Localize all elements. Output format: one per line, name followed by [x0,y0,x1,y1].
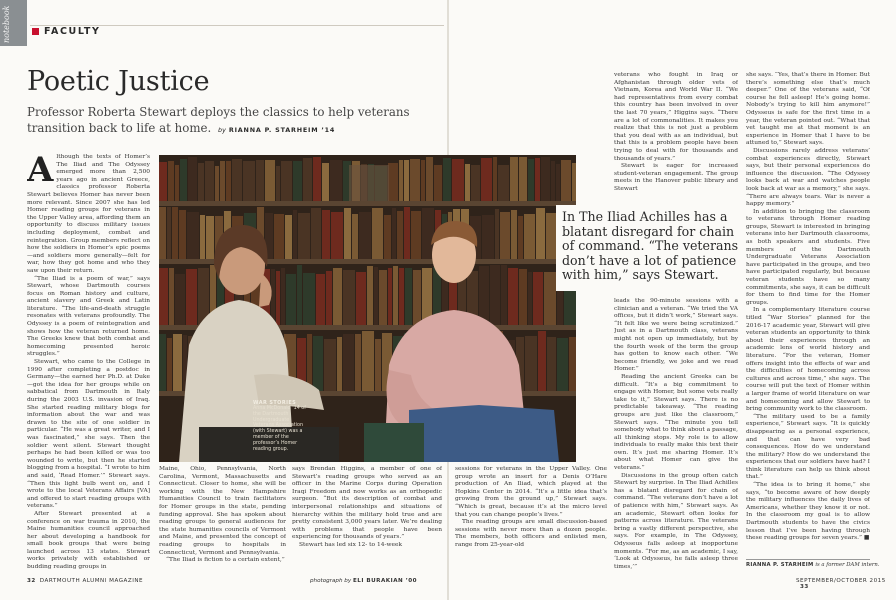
book-spine [187,212,199,259]
paragraph-text: “The idea is to bring it home,” she says, “to become aware of how deeply the military influences the daily lives of Americans, whether they know it or not. In the classroom my goal is to allow Dartmouth students to have the civics lesson that I’ve been having through these reading groups for seven years.” [746,482,870,542]
book-spine [561,160,571,201]
book-spine [205,161,214,201]
book-spine [232,159,242,201]
body-column-4-mid [614,298,738,574]
book-spine [384,215,391,259]
book-spine [316,274,325,325]
book-spine [293,210,297,259]
book-spine [281,268,285,325]
book-spine [388,268,392,325]
book-spine [159,162,167,201]
article-title: Poetic Justice [27,66,210,97]
byline [218,126,335,134]
book-spine [481,158,492,201]
book-spine [413,270,421,325]
book-spine [410,159,420,201]
book-spine [206,216,214,259]
book-spine [367,266,373,325]
book-spine [352,214,358,259]
book-spine [392,208,396,259]
book-spine [538,331,546,391]
book-spine [525,336,537,391]
book-spine [226,161,231,201]
book-spine [374,267,378,325]
book-spine [379,270,387,325]
book-spine [411,211,421,259]
paragraph [27,154,150,276]
article-dek [27,104,447,138]
book-spine [556,164,560,201]
book-spine [285,215,292,259]
author-note-text: is a former DAM intern. [815,562,880,568]
paragraph-text: lthough the texts of Homer’s The Iliad and The Odyssey emerged more than 2,500 years ago in ancient Greece, classics professor Roberta Stewart believes Homer has never been more relevant. Since 2007 she has led Homer reading groups for veterans in the Upper Valley area, affording them an opportunity to discuss military issues including deployment, combat and reintegration. Group members reflect on how the soldiers in Homer’s epic poems—and soldiers more generally—felt for war, how they got home and who they saw upon their return. [27,154,150,274]
left-page-number: 32 [27,578,36,584]
book-spine [243,161,255,201]
book-spine [337,337,342,391]
book-spine [421,160,425,201]
caption-heading: WAR STORIES [253,400,297,406]
book-spine [175,274,185,325]
book-spine [359,212,371,259]
book-spine [434,165,442,201]
book-spine [303,273,315,325]
paragraph: leads the 90-minute sessions with a clinician and a veteran. “We tried the VA offices, but it didn’t work,” Stewart says. “It felt like we were being scrutinized.” Just as in a Dartmouth class, veterans might not open up immediately, but by the fourth week of the term the group has gotten to know each other. “We become friendly, we joke and we read Homer.” [614,298,738,373]
book-spine [405,268,412,325]
book-spine [281,161,292,201]
notebook-tab [0,0,27,46]
paragraph: Stewart, who came to the College in 1990 after completing a postdoc in Germany—the earned her Ph.D. at Duke—got the idea for her groups while on sabbatical from Dartmouth in Italy during the 2003 U.S. invasion of Iraq. She started reading military blogs for information about the war and was drawn to the site of one soldier in particular. “He was a great writer, and I was fascinated,” she says. Then the soldier went silent. Stewart thought perhaps he had been killed or was too wounded to write, but then he started blogging from a hospital. “I wrote to him and said, ‘Read Homer.’” Stewart says. “Then this light bulb went on, and I wrote to the local Veterans Affairs [VA] and offered to start reading groups with veterans.” [27,359,150,510]
right-page-number: 33 [800,584,809,590]
paragraph [746,482,870,543]
right-folio [796,578,896,590]
book-spine [311,208,321,259]
paragraph: Discussions rarely address veterans’ combat experiences directly, Stewart says, but their personal experiences do influence the discussion. “The Odyssey looks back at war and watches people look back at war as a memory,” she says. “There are always tears. War is never a happy memory.” [746,147,870,208]
article-photo [159,155,576,462]
paragraph: veterans who fought in Iraq or Afghanistan through older vets of Vietnam, Korea and World War II. “We had representatives from every combat this country has been involved in over the last 70 years,” Higgins says. “There are a lot of commonalities. It makes you realize that this is not just a problem that you deal with as an individual, but that this is a problem people have been trying to deal with for thousands and thousands of years.” [614,72,738,162]
book-spine [326,271,332,325]
book-spine [471,165,480,201]
book-spine [169,268,174,325]
book-spine [533,272,543,325]
paragraph: The reading groups are small discussion-based sessions with never more than a dozen people. The members, both officers and enlisted men, range from 25-year-old [455,519,607,548]
paragraph: Reading the ancient Greeks can be difficult. “It’s a big commitment to engage with Homer, but some vets really take to it,” Stewart says. There is no predictable takeaway. “The reading groups are just like the classroom,” Stewart says. “The minute you tell somebody what to think about a passage, all thinking stops. My role is to allow individuals to really make this text their own. It’s just me sharing Homer. It’s about what Homer can give the veterans.” [614,373,738,472]
issue-date: SEPTEMBER/OCTOBER 2015 [796,578,886,584]
book-spine [343,270,355,325]
book-spine [330,160,342,201]
paragraph: Maine, Ohio, Pennsylvania, North Carolina, Vermont, Massachusetts and Connecticut. Closer to home, she will be working with the New Hampshire Humanities Council to train facilitators for Homer groups in the state, pending funding approval. She has spoken about reading groups to general audiences for the state humanities councils of Vermont and Maine, and presented the concept of reading groups to hospitals in Connecticut, Vermont and Pennsylvania. [159,466,286,556]
pull-quote [556,205,746,291]
book-spine [276,271,280,325]
book-spine [399,268,404,325]
book-spine [388,163,398,201]
book-spine [322,210,330,259]
magazine-name: DARTMOUTH ALUMNI MAGAZINE [39,578,144,584]
book-spine [159,334,166,391]
body-column-5 [746,72,870,556]
book-spine [372,208,383,259]
book-spine [175,165,179,201]
book-spine [524,214,535,259]
book-spine [508,268,518,325]
byline-prefix: by [218,126,226,134]
book-spine [501,265,507,325]
book-spine [167,207,171,259]
paragraph: “The military used to be a family experience,” Stewart says. “It is quickly disappearing as a personal experience, and that can have very bad consequences. How do we understand the military? How do we understand the experiences that our soldiers have had? I think literature can help us think about that.” [746,413,870,481]
book-spine [493,157,497,201]
book-spine [298,213,310,259]
photo-credit [310,578,417,584]
book-spine [362,331,374,391]
book-spine [375,339,381,391]
book-spine [159,207,166,259]
book-spine [198,163,204,201]
book-spine [355,334,361,391]
book-spine [186,269,197,325]
paragraph: says Brendan Higgins, a member of one of Stewart’s reading groups who served as an officer in the Marine Corps during Operation Iraqi Freedom and now works as an orthopedic surgeon. “But its description of combat and interpersonal relationships and situations of hierarchy within the military hold true and are pretty consistent 3,000 years later. We’re dealing with problems that people have been experiencing for thousands of years.” [292,466,442,541]
book-spine [528,272,532,325]
book-spine [331,212,343,259]
body-column-1 [27,154,150,574]
book-spine [572,163,576,201]
book-spine [495,209,499,259]
book-spine [482,215,494,259]
book-spine [159,268,168,325]
book-spine [518,216,523,259]
book-spine [286,274,296,325]
book-spine [265,160,275,201]
paragraph: “The Iliad is fiction to a certain extent,” [166,557,285,564]
book-spine [519,157,527,201]
photo-credit-name: ELI BURAKIAN ’00 [352,578,418,584]
book-spine [271,269,275,325]
book-spine [479,266,489,325]
book-spine [333,268,342,325]
paragraph: After Stewart presented at a conference on war trauma in 2010, the Maine humanities council approached her about developing a handbook for small book groups that were being launched across 13 states. Stewart works privately with established or budding reading groups in [27,510,150,571]
book-spine [322,163,329,201]
body-column-3 [292,466,442,572]
paragraph: Stewart has led six 12- to 14-week [299,541,403,548]
book-spine [404,207,410,259]
paragraph: In a complementary literature course titled “War Stories” planned for the 2016-17 academic year, Stewart will give veteran students an opportunity to think about their experiences through an academic lens of world history and literature. “For the veteran, Homer offers insight into the effects of war and the difficulties of homecoming across cultures and across time,” she says. The course will put the text of Homer within a larger frame of world literature on war and homecoming and allow Stewart to bring community work to the classroom. [746,307,870,413]
book-spine [544,272,556,325]
book-spine [303,158,312,201]
book-spine [313,157,321,201]
book-spine [569,337,576,391]
book-spine [313,336,323,391]
book-spine [536,208,545,259]
dek-text: Professor Roberta Stewart deploys the classics to help veterans transition back to life at home. [27,105,410,135]
book-spine [397,211,403,259]
author-note [746,562,879,568]
book-spine [452,159,464,201]
book-spine [343,334,354,391]
section-label: FACULTY [44,26,101,37]
book-spine [180,159,187,201]
book-spine [535,158,540,201]
book-spine [541,157,550,201]
book-spine [356,272,366,325]
paragraph: In addition to bringing the classroom to veterans through Homer reading groups, Stewart is interested in bringing veterans into her Dartmouth classrooms, as both speakers and students. Five members of the Dartmouth Undergraduate Veterans Association have participated in the groups, and two have participated regularly, but because veteran students have so many commitments, she says, it can be difficult for them to find time for the Homer groups. [746,208,870,306]
author-note-name: RIANNA P. STARHEIM [746,562,814,568]
paragraph: she says. “Yes, that’s there in Homer. But there’s something else that’s much deeper.” One of the veterans said, “Of course he fell asleep! He’s going home. Nobody’s trying to kill him anymore!” Odysseus is safe for the first time in a year, the veteran pointed out. “What that vet taught me at that moment is an experience in Homer that I have to be attuned to,” Stewart says. [746,72,870,147]
book-spine [179,210,186,259]
book-spine [215,166,219,201]
photo-illustration [159,155,576,462]
caption-text: Anna McDonald ’14 of the Dartmouth Undergraduate Veterans Association (with Stewart) was a member of the professor’s Homer reading group. [253,406,306,452]
paragraph: “The Iliad is a poem of war,” says Stewart, whose Dartmouth courses focus on Roman history and culture, ancient slavery and Greek and Latin literature. “The life-and-death struggle resonates with veterans profoundly. The Odyssey is a poem of reintegration and shows how the veteran returned home. The Greeks knew that both combat and homecoming presented heroic struggles.” [27,275,150,358]
paragraph: Stewart is eager for increased student-veteran engagement. The group meets in the Hanover public library and Stewart [614,163,738,190]
book-spine [547,337,556,391]
drop-cap: A [27,154,54,190]
photo-credit-prefix: photograph by [310,578,352,584]
book-spine [511,210,517,259]
book-spine [297,265,302,325]
body-column-3b [455,466,607,572]
book-spine [256,160,264,201]
author-note-rule [746,559,870,560]
book-spine [443,158,451,201]
book-spine [528,159,534,201]
end-mark: ■ [863,535,870,542]
book-spine [276,166,280,201]
notebook-tab-label: notebook [2,5,11,43]
paragraph: sessions for veterans in the Upper Valley. One group wrote an insert for a Denis O’Hare production of An Iliad, which played at the Hopkins Center in 2014. “It’s a little idea that’s growing from the ground up,” Stewart says. “Which is great, because it’s at the micro level that you can change people’s lives.” [455,466,607,518]
book-spine [188,157,197,201]
pull-quote-text: In The Iliad Achilles has a blatant disregard for chain of command. “The veterans don’t have a lot of patience with him,” says Stewart. [562,209,739,283]
book-spine [557,338,568,391]
book-spine [490,265,500,325]
book-spine [393,266,398,325]
book-spine [307,334,312,391]
paragraph: Discussions in the group often catch Stewart by surprise. In The Iliad Achilles has a blatant disregard for chain of command. “The veterans don’t have a lot of patience with him,” Stewart says. As an academic, Stewart often looks for patterns across literature. The veterans bring a vastly different perspective, she says. For example, in The Odyssey, Odysseus falls asleep at inopportune moments. “For me, as an academic, I say, ‘Look at Odysseus, he falls asleep three times,’” [614,472,738,570]
book-spine [344,208,351,259]
photo-caption [253,400,309,452]
section-marker [32,28,39,35]
left-folio [27,578,143,584]
book-spine [465,164,470,201]
body-column-4-top [614,72,738,190]
book-spine [172,207,178,259]
book-spine [274,214,284,259]
book-spine [519,269,527,325]
byline-name: RIANNA P. STARHEIM ’14 [228,126,336,134]
book-spine [500,212,510,259]
body-column-2 [159,466,286,572]
book-spine [200,215,205,259]
book-spine [551,161,555,201]
book-spine [426,157,433,201]
book-spine [399,160,403,201]
book-spine [220,161,225,201]
book-spine [168,161,174,201]
book-spine [404,160,409,201]
book-spine [498,165,509,201]
book-spine [167,338,172,391]
book-spine [173,334,182,391]
book-spine [324,339,336,391]
book-spine [510,157,518,201]
book-spine [293,161,302,201]
